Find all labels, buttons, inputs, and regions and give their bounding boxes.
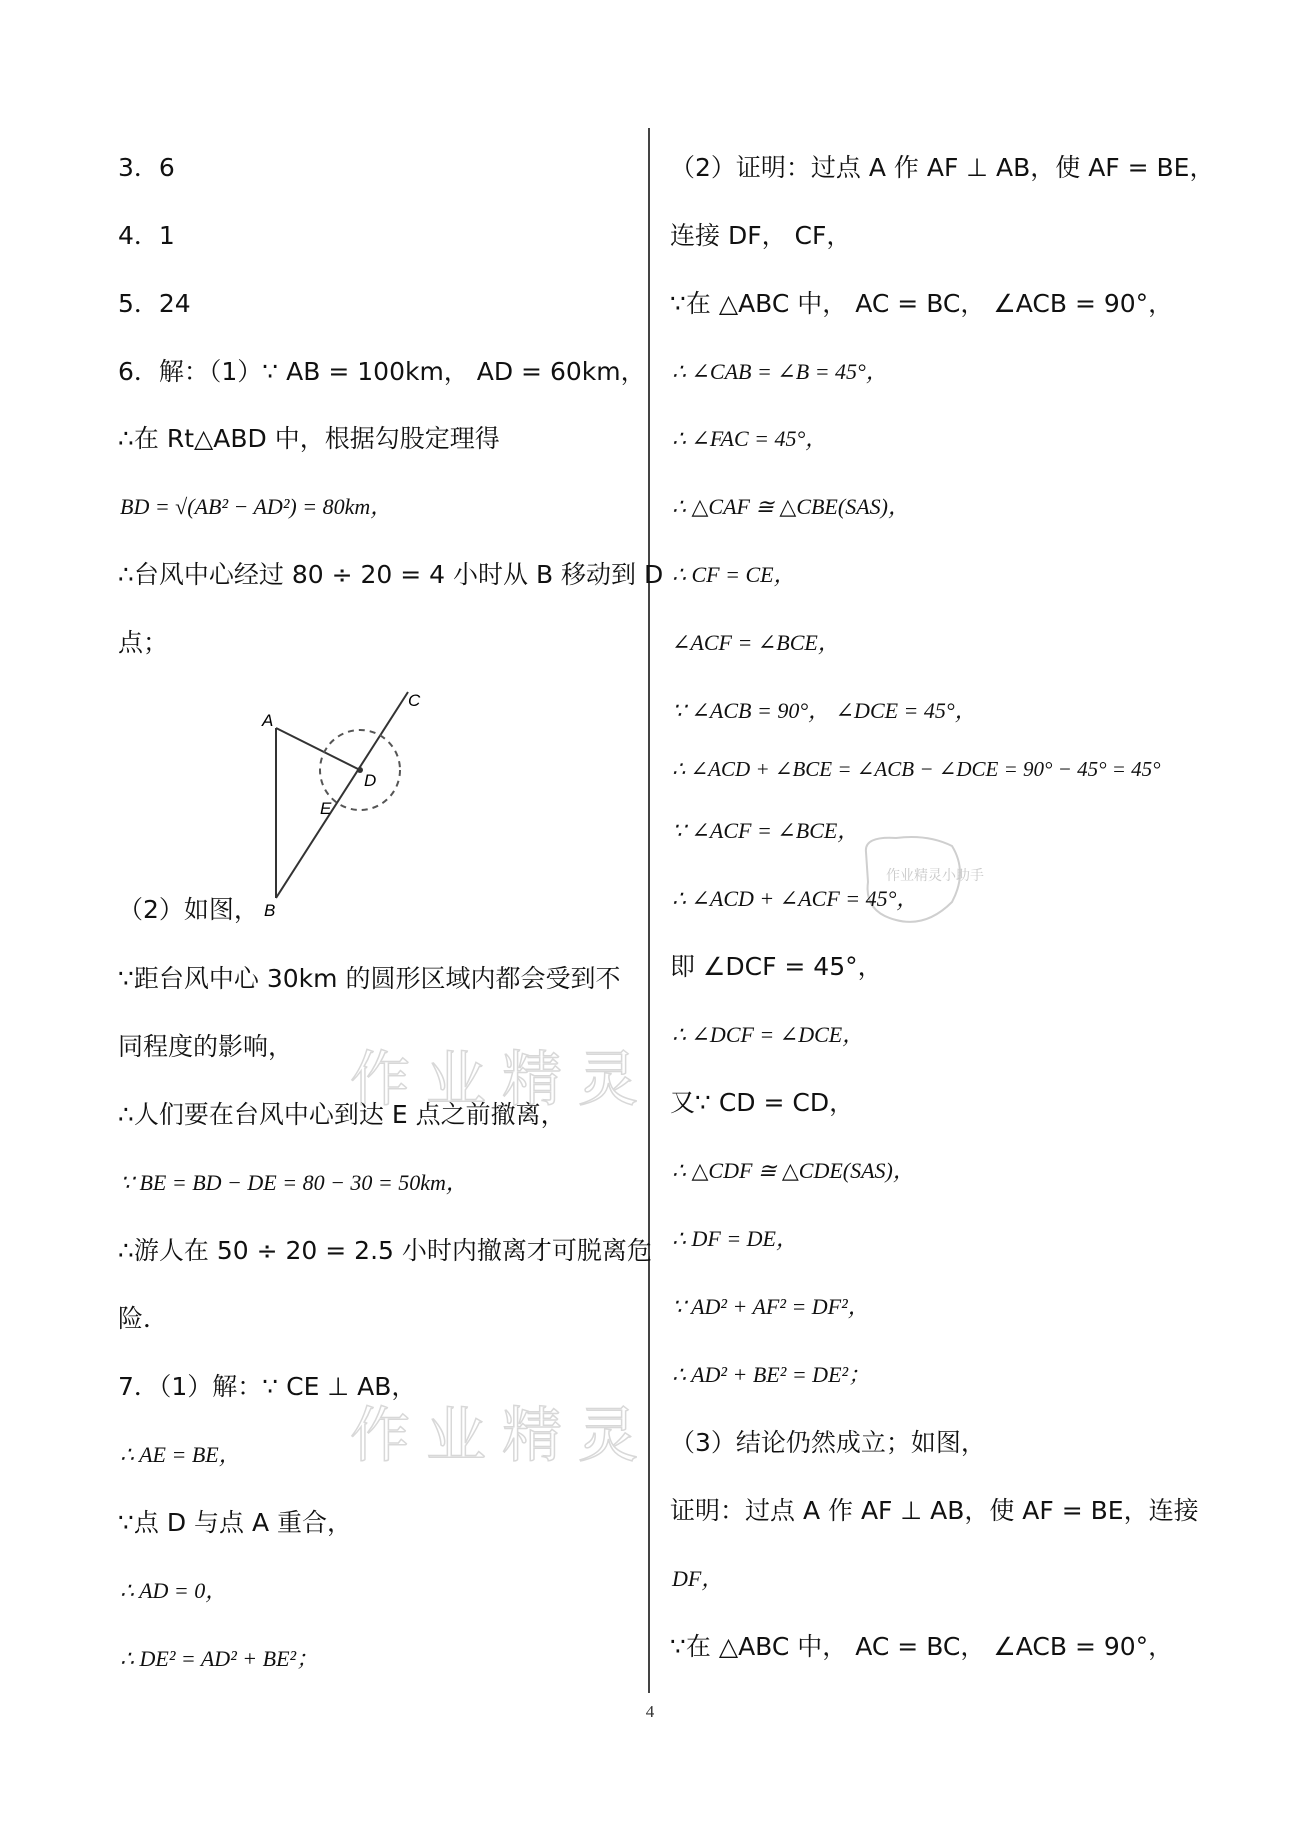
q7-line: ∵点 D 与点 A 重合， xyxy=(118,1508,353,1537)
proof-line: ∴ CF = CE， xyxy=(672,562,796,587)
proof-line: ∠ACF = ∠BCE， xyxy=(672,630,840,655)
proof-line: ∵ ∠ACF = ∠BCE， xyxy=(672,818,860,843)
label-e: E xyxy=(320,799,332,818)
proof-line: ∴ ∠DCF = ∠DCE， xyxy=(672,1022,865,1047)
segment-ad xyxy=(276,728,360,770)
watermark-2: 作业精灵 xyxy=(350,1401,654,1471)
q6-be-formula: ∵ BE = BD − DE = 80 − 30 = 50km， xyxy=(120,1170,468,1195)
q6-bd-formula: BD = √(AB² − AD²) = 80km， xyxy=(120,494,393,519)
proof-line: ∴ DF = DE， xyxy=(672,1226,798,1251)
stamp-text: 作业精灵小助手 xyxy=(886,867,984,883)
q6-part1: 6．解：（1）∵ AB = 100km， AD = 60km， xyxy=(118,357,646,386)
proof-line: ∴ ∠FAC = 45°， xyxy=(672,426,828,451)
proof-line: 即 ∠DCF = 45°， xyxy=(670,952,883,981)
q6-line: 点； xyxy=(118,628,169,657)
proof-line: DF， xyxy=(672,1566,724,1591)
q7-part3: （3）结论仍然成立；如图， xyxy=(670,1428,986,1457)
q7-part1: 7．（1）解：∵ CE ⊥ AB， xyxy=(118,1372,417,1401)
label-d: D xyxy=(364,771,377,790)
segment-bc xyxy=(276,692,408,898)
column-divider xyxy=(648,128,650,1693)
label-c: C xyxy=(408,691,421,710)
proof-line: ∴ △CDF ≅ △CDE(SAS)， xyxy=(672,1158,915,1183)
proof-line: ∴ ∠ACD + ∠ACF = 45°， xyxy=(672,886,919,911)
proof-line: ∴ ∠CAB = ∠B = 45°， xyxy=(672,359,888,384)
q6-line: ∴台风中心经过 80 ÷ 20 = 4 小时从 B 移动到 D xyxy=(118,560,664,589)
q7-line: ∴ AD = 0， xyxy=(120,1578,228,1603)
q6-line: ∴在 Rt△ABD 中，根据勾股定理得 xyxy=(118,424,500,453)
proof-line: ∴ △CAF ≅ △CBE(SAS)， xyxy=(672,494,910,519)
proof-line: ∵在 △ABC 中， AC = BC， ∠ACB = 90°， xyxy=(670,1632,1174,1661)
proof-line: ∵在 △ABC 中， AC = BC， ∠ACB = 90°， xyxy=(670,289,1174,318)
q6-line: ∴游人在 50 ÷ 20 = 2.5 小时内撤离才可脱离危 xyxy=(118,1236,652,1265)
answer-5: 5．24 xyxy=(118,289,191,318)
proof-line: ∴ AD² + BE² = DE²； xyxy=(672,1362,871,1387)
q6-line: 同程度的影响， xyxy=(118,1032,294,1061)
proof-line: 连接 DF， CF， xyxy=(670,221,852,250)
q7-line: ∴ AE = BE， xyxy=(120,1442,241,1467)
answer-4: 4．1 xyxy=(118,221,175,250)
label-b: B xyxy=(264,901,276,920)
q6-line: ∵距台风中心 30km 的圆形区域内都会受到不 xyxy=(118,964,621,993)
q7-line: ∴ DE² = AD² + BE²； xyxy=(120,1646,319,1671)
proof-line: 又∵ CD = CD， xyxy=(670,1088,855,1117)
watermark-1: 作业精灵 xyxy=(350,1045,654,1115)
proof-line: ∴ ∠ACD + ∠BCE = ∠ACB − ∠DCE = 90° − 45° = 45° xyxy=(672,757,1161,781)
proof-line: ∵ ∠ACB = 90°， ∠DCE = 45°， xyxy=(672,698,977,723)
q7-part2: （2）证明：过点 A 作 AF ⊥ AB，使 AF = BE， xyxy=(670,153,1215,182)
point-d xyxy=(357,767,363,773)
proof-line: ∵ AD² + AF² = DF²， xyxy=(672,1294,870,1319)
answer-3: 3．6 xyxy=(118,153,175,182)
label-a: A xyxy=(262,711,274,730)
q6-part2: （2）如图， xyxy=(118,895,259,924)
typhoon-figure xyxy=(250,688,450,918)
q6-line: 险． xyxy=(118,1304,169,1333)
proof-line: 证明：过点 A 作 AF ⊥ AB，使 AF = BE，连接 xyxy=(670,1496,1199,1525)
page-number: 4 xyxy=(645,1702,655,1721)
q6-line: ∴人们要在台风中心到达 E 点之前撤离， xyxy=(118,1100,566,1129)
